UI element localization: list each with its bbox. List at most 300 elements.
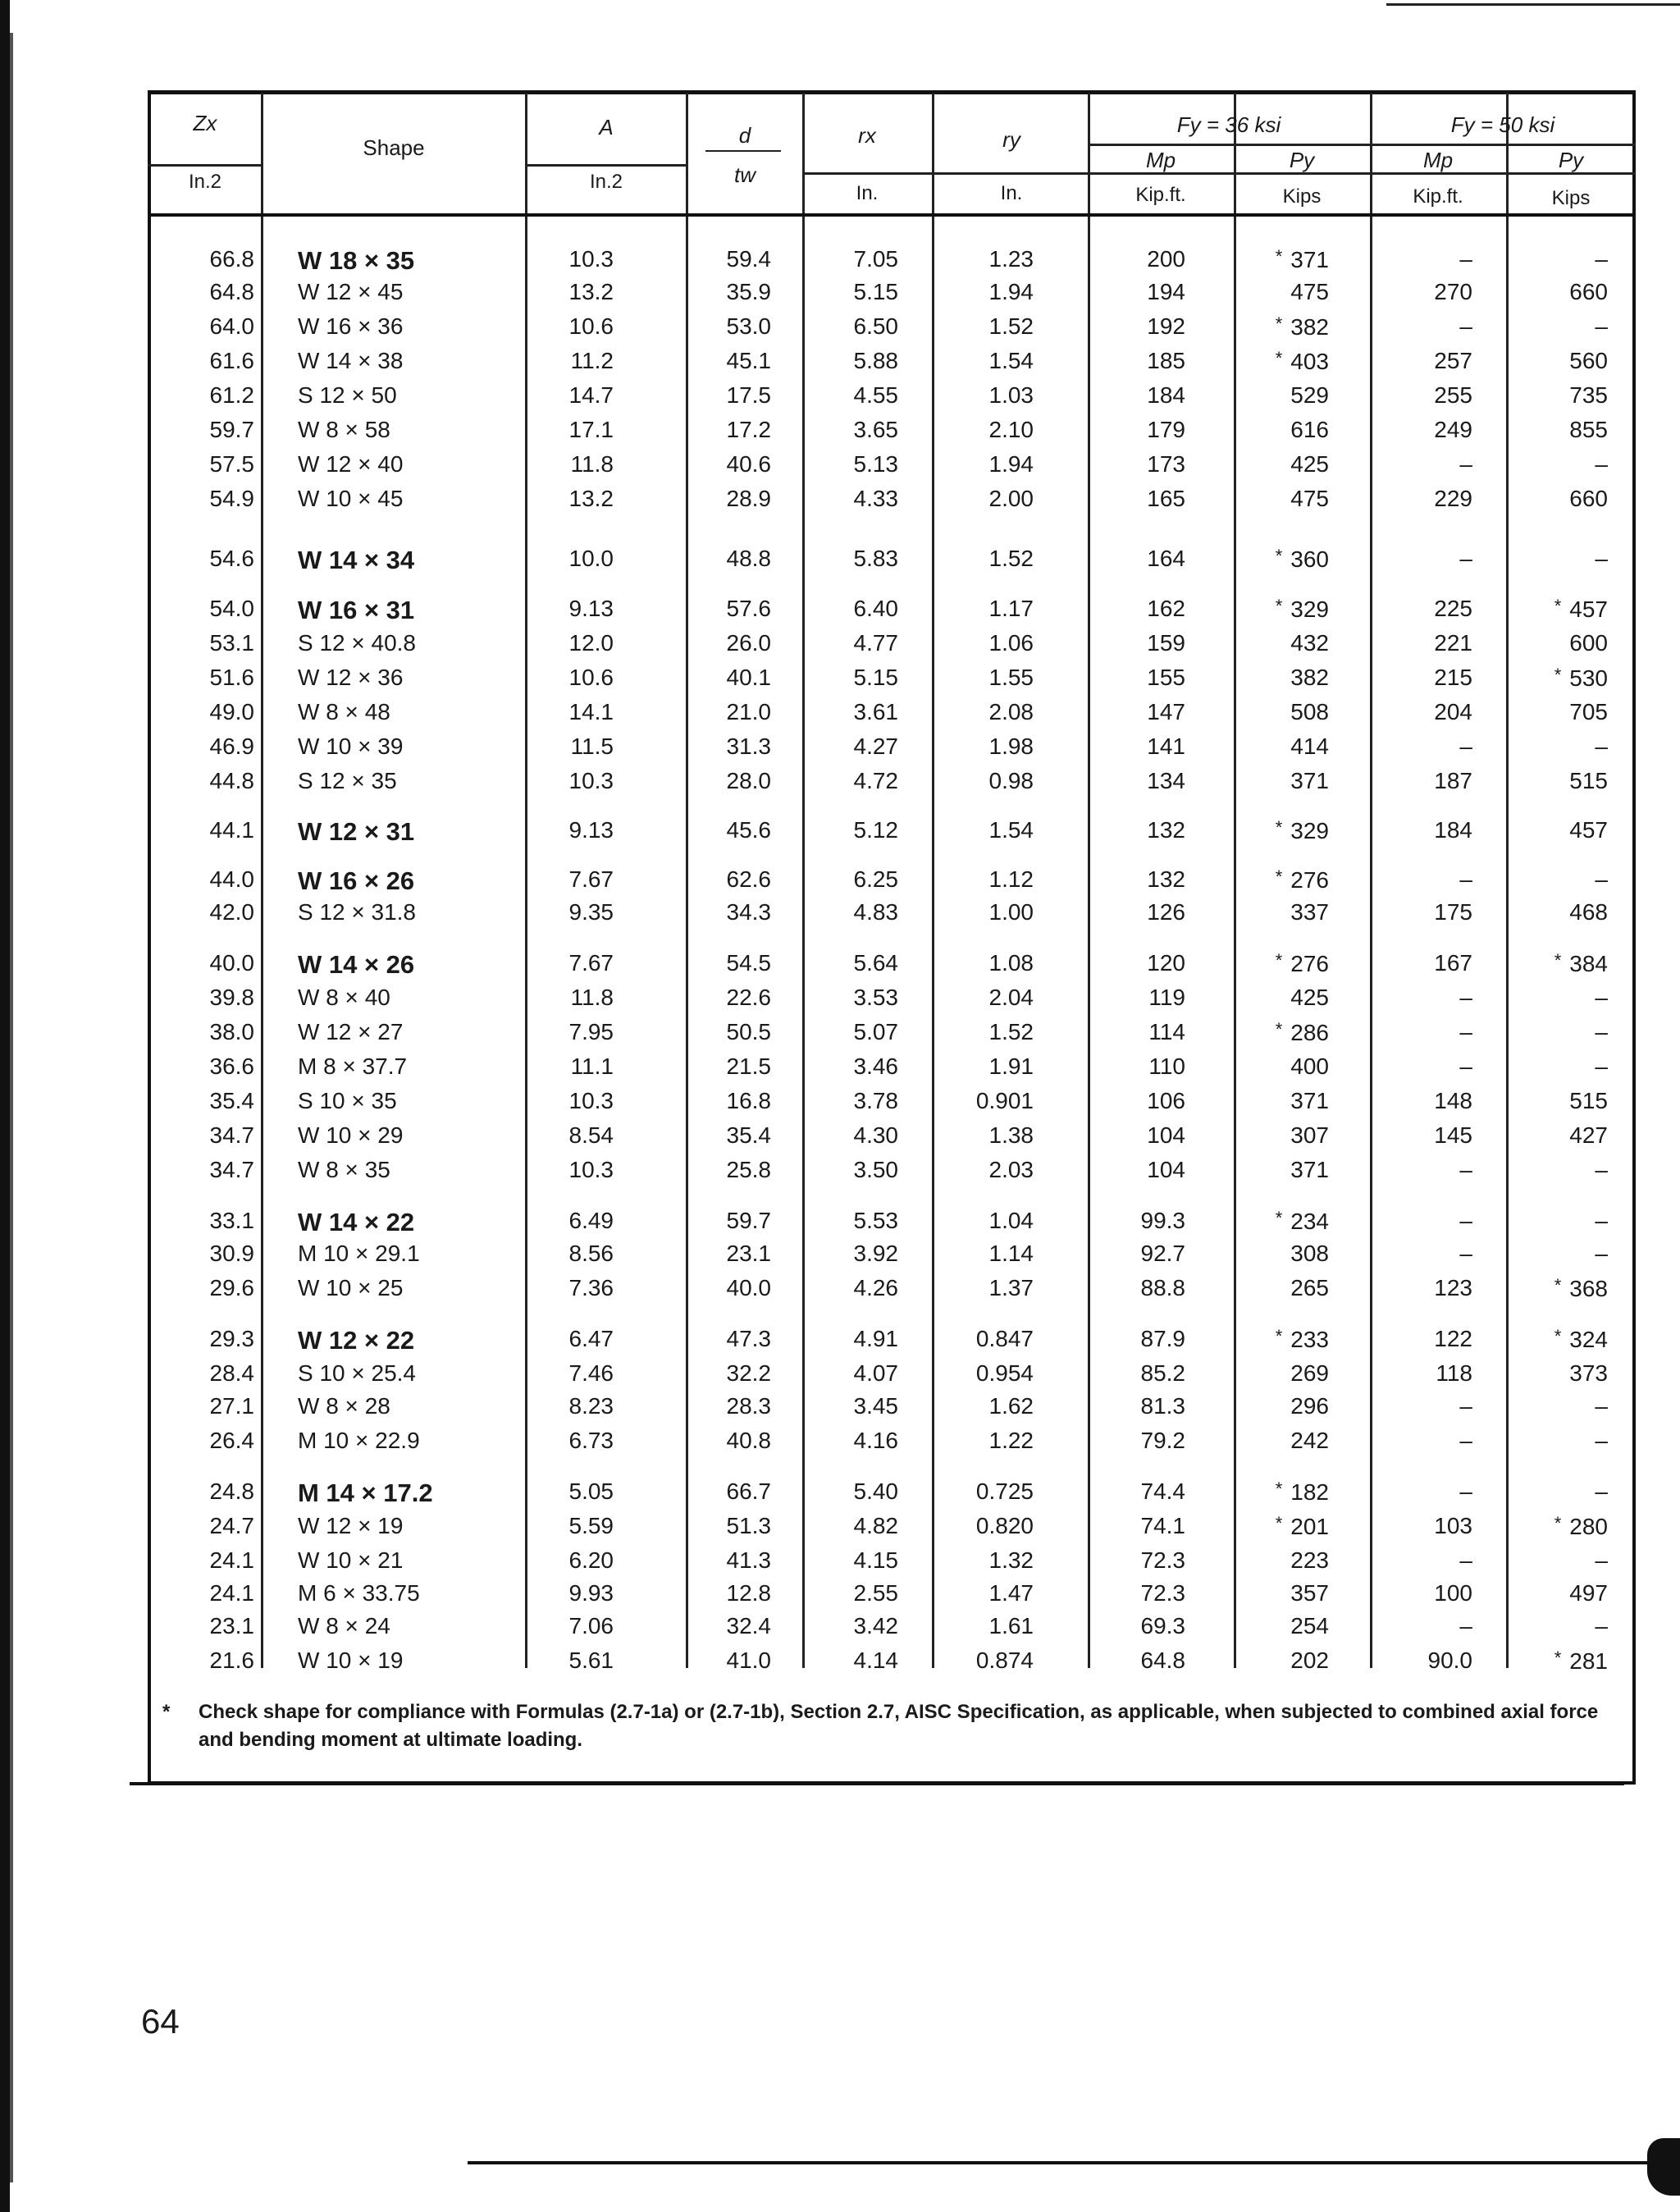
cell-rx	[804, 866, 898, 893]
cell-value: 201	[1290, 1514, 1329, 1539]
cell-shape	[298, 348, 519, 374]
cell-value: 280	[1569, 1514, 1608, 1539]
cell-value: –	[1595, 1428, 1608, 1453]
cell-ry	[935, 1275, 1034, 1301]
cell-value: 373	[1569, 1360, 1608, 1386]
cell-value: 3.46	[853, 1053, 898, 1079]
cell-ry	[935, 486, 1034, 512]
cell-value: 61.2	[209, 382, 254, 408]
cell-value: 81.3	[1140, 1393, 1185, 1419]
cell-dt	[673, 817, 771, 843]
cell-shape	[298, 451, 519, 478]
cell-mp50	[1378, 734, 1472, 760]
cell-rx	[804, 1613, 898, 1639]
cell-dt	[673, 1478, 771, 1505]
cell-value: 0.901	[975, 1088, 1034, 1113]
cell-zx	[164, 665, 254, 691]
cell-value: W 12 × 36	[298, 665, 404, 690]
cell-value: –	[1459, 1019, 1472, 1044]
cell-value: W 12 × 31	[298, 817, 415, 846]
cell-value: 4.82	[853, 1513, 898, 1538]
cell-value: 29.6	[209, 1275, 254, 1300]
cell-mp36	[1091, 1157, 1185, 1183]
cell-value: 5.59	[568, 1513, 614, 1538]
cell-dt	[673, 1513, 771, 1539]
cell-value: 3.61	[853, 699, 898, 724]
cell-value: 35.4	[209, 1088, 254, 1113]
cell-a	[523, 486, 614, 512]
table-row	[148, 1157, 1636, 1190]
cell-value: 1.00	[988, 899, 1034, 925]
cell-value: 42.0	[209, 899, 254, 925]
cell-value: 173	[1147, 451, 1185, 477]
cell-value: 4.30	[853, 1122, 898, 1148]
cell-rx	[804, 950, 898, 976]
cell-mp36	[1091, 1580, 1185, 1606]
compliance-marker: *	[1275, 1513, 1283, 1533]
cell-value: 10.3	[568, 1088, 614, 1113]
cell-py50	[1509, 1360, 1608, 1387]
cell-value: M 10 × 29.1	[298, 1241, 420, 1266]
cell-value: 165	[1147, 486, 1185, 511]
cell-zx	[164, 985, 254, 1011]
cell-value: 47.3	[726, 1326, 771, 1351]
scan-top-rule	[1386, 3, 1680, 6]
cell-a	[523, 313, 614, 340]
cell-value: 2.10	[988, 417, 1034, 442]
cell-mp36	[1091, 950, 1185, 976]
cell-value: 92.7	[1140, 1241, 1185, 1266]
header-ry-unit: In.	[1000, 182, 1023, 204]
cell-zx	[164, 1360, 254, 1387]
cell-value: 9.13	[568, 817, 614, 843]
cell-mp36	[1091, 596, 1185, 622]
cell-dt	[673, 734, 771, 760]
cell-value: 276	[1290, 951, 1329, 976]
cell-ry	[935, 1478, 1034, 1505]
cell-value: 24.8	[209, 1478, 254, 1504]
cell-zx	[164, 279, 254, 305]
cell-zx	[164, 313, 254, 340]
cell-ry	[935, 246, 1034, 272]
cell-ry	[935, 899, 1034, 925]
cell-ry	[935, 734, 1034, 760]
cell-value: 28.0	[726, 768, 771, 793]
cell-value: W 18 × 35	[298, 246, 415, 275]
cell-value: 46.9	[209, 734, 254, 759]
cell-a	[523, 1208, 614, 1234]
cell-rx	[804, 348, 898, 374]
cell-value: 14.7	[568, 382, 614, 408]
cell-value: 35.9	[726, 279, 771, 304]
cell-shape	[298, 313, 519, 340]
cell-value: W 12 × 19	[298, 1513, 404, 1538]
cell-dt	[673, 1326, 771, 1352]
cell-ry	[935, 1513, 1034, 1539]
cell-ry	[935, 1208, 1034, 1234]
cell-a	[523, 1157, 614, 1183]
header-fy50: Fy = 50 ksi	[1450, 112, 1555, 137]
cell-value: 1.37	[988, 1275, 1034, 1300]
cell-ry	[935, 665, 1034, 691]
cell-value: 324	[1569, 1327, 1608, 1352]
cell-ry	[935, 451, 1034, 478]
cell-ry	[935, 1088, 1034, 1114]
cell-value: 1.62	[988, 1393, 1034, 1419]
compliance-marker: *	[1275, 950, 1283, 971]
cell-zx	[164, 1241, 254, 1267]
cell-py50	[1509, 279, 1608, 305]
cell-value: W 10 × 19	[298, 1648, 404, 1673]
cell-value: 145	[1434, 1122, 1472, 1148]
cell-value: –	[1595, 1019, 1608, 1044]
cell-value: W 10 × 29	[298, 1122, 404, 1148]
cell-value: 855	[1569, 417, 1608, 442]
cell-value: 182	[1290, 1479, 1329, 1505]
cell-value: 51.6	[209, 665, 254, 690]
cell-rx	[804, 1275, 898, 1301]
cell-mp50	[1378, 279, 1472, 305]
cell-value: 9.13	[568, 596, 614, 621]
cell-value: S 10 × 35	[298, 1088, 397, 1113]
cell-value: 62.6	[726, 866, 771, 892]
cell-value: –	[1595, 734, 1608, 759]
cell-shape	[298, 1157, 519, 1183]
cell-mp36	[1091, 665, 1185, 691]
cell-value: 425	[1290, 985, 1329, 1010]
cell-py36	[1230, 1360, 1329, 1387]
cell-zx	[164, 699, 254, 725]
table-row	[148, 279, 1636, 312]
cell-value: 357	[1290, 1580, 1329, 1606]
cell-value: –	[1595, 866, 1608, 892]
cell-value: 12.0	[568, 630, 614, 656]
cell-rx	[804, 1241, 898, 1267]
cell-value: –	[1595, 313, 1608, 339]
cell-value: 21.5	[726, 1053, 771, 1079]
cell-value: 4.07	[853, 1360, 898, 1386]
cell-ry	[935, 1241, 1034, 1267]
cell-value: 7.36	[568, 1275, 614, 1300]
cell-mp36	[1091, 1326, 1185, 1352]
cell-value: 515	[1569, 1088, 1608, 1113]
cell-rx	[804, 486, 898, 512]
cell-value: 30.9	[209, 1241, 254, 1266]
cell-a	[523, 1019, 614, 1045]
cell-value: W 16 × 31	[298, 596, 415, 624]
cell-zx	[164, 1613, 254, 1639]
table-row	[148, 699, 1636, 732]
cell-value: 4.27	[853, 734, 898, 759]
cell-zx	[164, 382, 254, 409]
cell-py50	[1509, 1513, 1608, 1540]
cell-a	[523, 382, 614, 409]
scan-corner-mark	[1647, 2138, 1680, 2196]
cell-zx	[164, 1478, 254, 1505]
cell-zx	[164, 596, 254, 622]
cell-value: 265	[1290, 1275, 1329, 1300]
cell-ry	[935, 1360, 1034, 1387]
compliance-marker: *	[1275, 246, 1283, 267]
cell-value: 204	[1434, 699, 1472, 724]
header-d: d	[738, 123, 751, 148]
cell-mp36	[1091, 1547, 1185, 1574]
cell-value: 10.6	[568, 313, 614, 339]
cell-a	[523, 417, 614, 443]
cell-value: 5.15	[853, 279, 898, 304]
header-mp50: Mp	[1422, 148, 1454, 172]
cell-value: 185	[1147, 348, 1185, 373]
cell-value: 4.33	[853, 486, 898, 511]
cell-rx	[804, 279, 898, 305]
cell-py50	[1509, 950, 1608, 977]
cell-zx	[164, 1393, 254, 1419]
cell-shape	[298, 1053, 519, 1080]
cell-value: 132	[1147, 866, 1185, 892]
cell-value: 1.47	[988, 1580, 1034, 1606]
cell-shape	[298, 665, 519, 691]
cell-rx	[804, 451, 898, 478]
cell-mp50	[1378, 1428, 1472, 1454]
cell-rx	[804, 1360, 898, 1387]
cell-value: 36.6	[209, 1053, 254, 1079]
cell-value: 427	[1569, 1122, 1608, 1148]
cell-value: 54.5	[726, 950, 771, 976]
cell-value: M 8 × 37.7	[298, 1053, 408, 1079]
cell-rx	[804, 768, 898, 794]
cell-dt	[673, 1157, 771, 1183]
cell-value: 134	[1147, 768, 1185, 793]
cell-value: 475	[1290, 279, 1329, 304]
cell-ry	[935, 985, 1034, 1011]
table-row	[148, 348, 1636, 381]
cell-mp50	[1378, 630, 1472, 656]
cell-value: 1.98	[988, 734, 1034, 759]
table-row	[148, 734, 1636, 766]
cell-value: –	[1459, 1547, 1472, 1573]
cell-value: 24.7	[209, 1513, 254, 1538]
cell-value: 28.9	[726, 486, 771, 511]
cell-py36	[1230, 866, 1329, 893]
compliance-marker: *	[1275, 817, 1283, 838]
cell-mp36	[1091, 1241, 1185, 1267]
cell-a	[523, 451, 614, 478]
cell-rx	[804, 1513, 898, 1539]
cell-value: W 8 × 48	[298, 699, 390, 724]
cell-value: 45.1	[726, 348, 771, 373]
cell-py36	[1230, 1053, 1329, 1080]
cell-value: 10.0	[568, 546, 614, 571]
cell-value: 0.820	[975, 1513, 1034, 1538]
cell-value: W 8 × 40	[298, 985, 390, 1010]
cell-py36	[1230, 1428, 1329, 1454]
cell-value: 11.1	[570, 1053, 614, 1079]
cell-mp50	[1378, 382, 1472, 409]
cell-py50	[1509, 348, 1608, 374]
compliance-marker: *	[1275, 313, 1283, 334]
header-ry: ry	[1002, 127, 1020, 152]
table-row	[148, 1275, 1636, 1308]
cell-value: 57.5	[209, 451, 254, 477]
cell-value: 308	[1290, 1241, 1329, 1266]
cell-value: 5.83	[853, 546, 898, 571]
cell-value: 400	[1290, 1053, 1329, 1079]
cell-shape	[298, 382, 519, 409]
cell-ry	[935, 768, 1034, 794]
footnote-text: Check shape for compliance with Formulas (2.7-1a) or (2.7-1b), Section 2.7, AISC Specification, as applicable, when subjected to combined axial force and bending moment at ultimate loading.	[199, 1701, 1599, 1751]
cell-value: 126	[1147, 899, 1185, 925]
cell-mp50	[1378, 1360, 1472, 1387]
cell-py36	[1230, 1157, 1329, 1183]
cell-value: 360	[1290, 546, 1329, 572]
compliance-marker: *	[1554, 1648, 1562, 1668]
cell-shape	[298, 1019, 519, 1045]
header-tw: tw	[734, 162, 756, 187]
cell-a	[523, 279, 614, 305]
cell-py50	[1509, 1122, 1608, 1149]
cell-value: 120	[1147, 950, 1185, 976]
cell-value: –	[1595, 1478, 1608, 1504]
cell-value: W 10 × 21	[298, 1547, 404, 1573]
cell-mp50	[1378, 313, 1472, 340]
cell-shape	[298, 1648, 519, 1674]
cell-value: 225	[1434, 596, 1472, 621]
scan-edge	[0, 0, 10, 2212]
cell-py36	[1230, 348, 1329, 375]
cell-value: W 8 × 28	[298, 1393, 390, 1419]
cell-value: 40.6	[726, 451, 771, 477]
cell-py36	[1230, 1326, 1329, 1353]
cell-shape	[298, 546, 519, 575]
cell-value: 64.8	[209, 279, 254, 304]
cell-value: 2.03	[988, 1157, 1034, 1182]
cell-zx	[164, 817, 254, 843]
cell-value: 2.55	[853, 1580, 898, 1606]
cell-value: 122	[1434, 1326, 1472, 1351]
cell-value: 167	[1434, 950, 1472, 976]
cell-value: 59.7	[726, 1208, 771, 1233]
cell-zx	[164, 1157, 254, 1183]
cell-py36	[1230, 1393, 1329, 1419]
cell-value: 403	[1290, 349, 1329, 374]
cell-mp50	[1378, 246, 1472, 272]
cell-a	[523, 985, 614, 1011]
cell-value: 1.22	[988, 1428, 1034, 1453]
cell-value: 23.1	[209, 1613, 254, 1638]
table-row	[148, 950, 1636, 983]
cell-value: –	[1459, 1241, 1472, 1266]
cell-a	[523, 1580, 614, 1606]
cell-mp50	[1378, 1393, 1472, 1419]
cell-value: –	[1459, 866, 1472, 892]
header-rule	[525, 164, 687, 167]
cell-ry	[935, 1580, 1034, 1606]
cell-py50	[1509, 985, 1608, 1011]
cell-rx	[804, 1019, 898, 1045]
cell-py36	[1230, 246, 1329, 273]
cell-value: 28.4	[209, 1360, 254, 1386]
cell-mp50	[1378, 1275, 1472, 1301]
cell-value: 33.1	[209, 1208, 254, 1233]
cell-value: 5.05	[568, 1478, 614, 1504]
cell-value: 2.00	[988, 486, 1034, 511]
cell-value: 229	[1434, 486, 1472, 511]
cell-a	[523, 348, 614, 374]
cell-mp50	[1378, 1053, 1472, 1080]
cell-rx	[804, 665, 898, 691]
table-row	[148, 1428, 1636, 1460]
cell-value: 119	[1148, 985, 1185, 1010]
cell-value: 100	[1434, 1580, 1472, 1606]
cell-shape	[298, 1580, 519, 1606]
cell-py50	[1509, 699, 1608, 725]
cell-py36	[1230, 1513, 1329, 1540]
cell-value: 1.94	[988, 451, 1034, 477]
cell-value: 497	[1569, 1580, 1608, 1606]
cell-rx	[804, 1326, 898, 1352]
cell-value: 4.16	[853, 1428, 898, 1453]
cell-py50	[1509, 486, 1608, 512]
cell-value: 40.8	[726, 1428, 771, 1453]
compliance-marker: *	[1554, 1513, 1562, 1533]
cell-mp50	[1378, 1513, 1472, 1539]
cell-value: 106	[1147, 1088, 1185, 1113]
cell-value: 269	[1290, 1360, 1329, 1386]
cell-zx	[164, 486, 254, 512]
cell-shape	[298, 596, 519, 625]
cell-py50	[1509, 417, 1608, 443]
cell-mp50	[1378, 1157, 1472, 1183]
cell-value: 54.0	[209, 596, 254, 621]
cell-dt	[673, 279, 771, 305]
cell-value: 32.2	[726, 1360, 771, 1386]
cell-value: –	[1459, 985, 1472, 1010]
header-py50: Py	[1558, 148, 1584, 172]
cell-py50	[1509, 630, 1608, 656]
cell-value: 7.05	[853, 246, 898, 272]
cell-py36	[1230, 1019, 1329, 1046]
cell-value: 28.3	[726, 1393, 771, 1419]
cell-dt	[673, 866, 771, 893]
cell-value: 26.0	[726, 630, 771, 656]
cell-dt	[673, 1613, 771, 1639]
cell-mp50	[1378, 1088, 1472, 1114]
header-a-unit: In.2	[589, 171, 623, 193]
cell-value: 99.3	[1140, 1208, 1185, 1233]
cell-value: 200	[1147, 246, 1185, 272]
cell-ry	[935, 1428, 1034, 1454]
cell-mp50	[1378, 1208, 1472, 1234]
cell-py50	[1509, 1088, 1608, 1114]
cell-py36	[1230, 899, 1329, 925]
cell-value: 8.54	[568, 1122, 614, 1148]
cell-mp36	[1091, 486, 1185, 512]
cell-value: –	[1459, 1613, 1472, 1638]
cell-dt	[673, 1019, 771, 1045]
cell-mp50	[1378, 1478, 1472, 1505]
header-shape: Shape	[363, 135, 425, 160]
cell-value: 1.54	[988, 348, 1034, 373]
cell-dt	[673, 246, 771, 272]
cell-py36	[1230, 382, 1329, 409]
cell-rx	[804, 1208, 898, 1234]
cell-ry	[935, 866, 1034, 893]
cell-a	[523, 950, 614, 976]
cell-value: S 12 × 50	[298, 382, 397, 408]
table-row	[148, 1580, 1636, 1613]
cell-value: 286	[1290, 1020, 1329, 1045]
cell-mp36	[1091, 1513, 1185, 1539]
